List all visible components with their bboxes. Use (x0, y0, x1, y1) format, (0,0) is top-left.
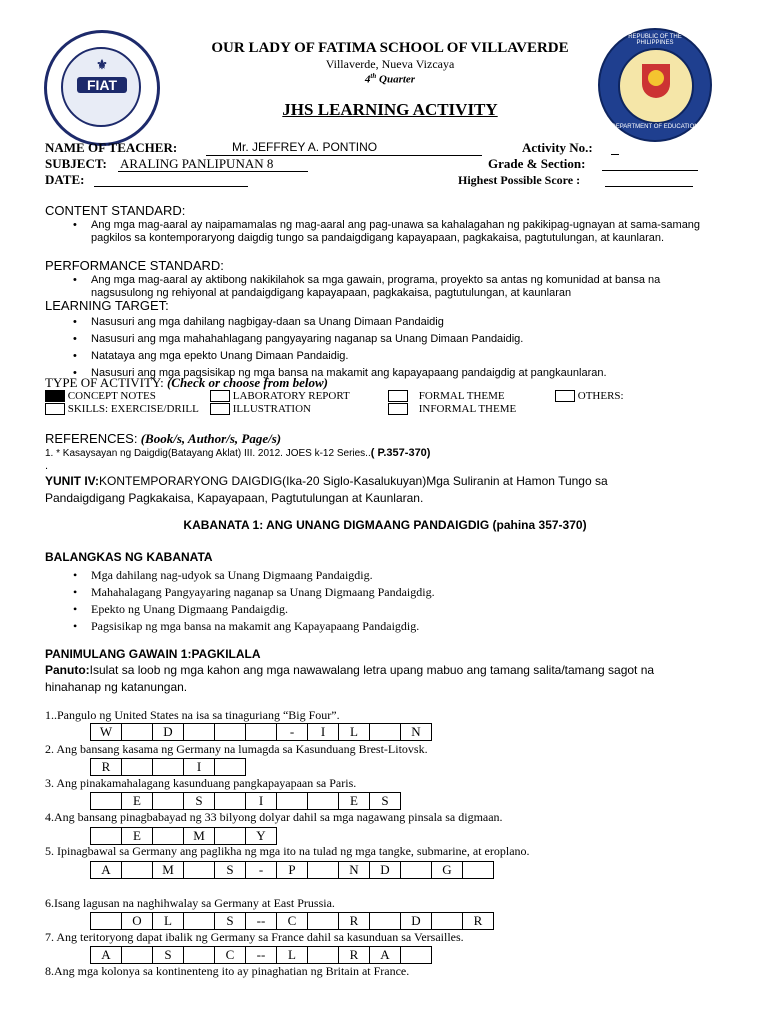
letter-box[interactable]: W (90, 723, 122, 741)
performance-standard-heading: PERFORMANCE STANDARD: (45, 258, 224, 273)
letter-box[interactable] (214, 758, 246, 776)
letter-box[interactable]: C (276, 912, 308, 930)
teacher-value: Mr. JEFFREY A. PONTINO (232, 140, 378, 154)
question-text: 2. Ang bansang kasama ng Germany na lumagda sa Kasunduang Brest-Litovsk. (45, 742, 428, 756)
letter-box[interactable]: I (183, 758, 215, 776)
letter-box[interactable]: R (338, 946, 370, 964)
subject-label: SUBJECT: (45, 156, 107, 171)
letter-box[interactable] (400, 946, 432, 964)
letter-box[interactable]: E (121, 827, 153, 845)
letter-box[interactable] (431, 912, 463, 930)
letter-box[interactable]: D (369, 861, 401, 879)
outline-item: • Mahahalagang Pangyayaring naganap sa Unang Digmaang Pandaigdig. (63, 584, 723, 601)
activity-no-field[interactable] (611, 140, 619, 155)
question-text: 8.Ang mga kolonya sa kontinenteng ito ay pinaghatian ng Britain at France. (45, 964, 410, 978)
content-standard-heading: CONTENT STANDARD: (45, 203, 186, 218)
letter-box[interactable] (307, 792, 339, 810)
letter-box[interactable] (121, 861, 153, 879)
letter-box[interactable] (214, 723, 246, 741)
logo-fiat-text: FIAT (77, 77, 127, 93)
letter-box[interactable]: R (90, 758, 122, 776)
outline-item: • Mga dahilang nag-udyok sa Unang Digmaang Pandaigdig. (63, 567, 723, 584)
option-skills-drill[interactable]: SKILLS: EXERCISE/DRILL (45, 403, 199, 415)
content-standard-list (63, 219, 723, 245)
date-field[interactable] (94, 172, 248, 187)
deped-logo-text-bottom: DEPARTMENT OF EDUCATION (611, 124, 699, 130)
letter-box[interactable]: E (338, 792, 370, 810)
letter-box[interactable]: - (245, 861, 277, 879)
answer-grid[interactable] (91, 723, 432, 741)
date-label: DATE: (45, 172, 85, 187)
question-text: 5. Ipinagbawal sa Germany ang paglikha ng mga ito na tulad ng mga tangke, submarine, at eroplano. (45, 844, 530, 858)
letter-box[interactable] (152, 827, 184, 845)
letter-box[interactable] (307, 912, 339, 930)
answer-grid[interactable] (91, 912, 494, 930)
letter-box[interactable]: - (276, 723, 308, 741)
learning-target-list (63, 314, 723, 382)
letter-box[interactable]: O (121, 912, 153, 930)
learning-target-item: • Natataya ang mga epekto Unang Dimaan Pandaidig. (63, 348, 723, 365)
option-laboratory-report[interactable]: LABORATORY REPORT (210, 390, 350, 402)
letter-box[interactable] (90, 827, 122, 845)
letter-box[interactable] (307, 946, 339, 964)
reference-item: 1. * Kasaysayan ng Daigdig(Batayang Aklat) III. 2012. JOES k-12 Series..( P.357-370) (45, 447, 431, 459)
letter-box[interactable] (121, 723, 153, 741)
letter-box[interactable]: -- (245, 912, 277, 930)
letter-box[interactable]: -- (245, 946, 277, 964)
score-field[interactable] (605, 172, 693, 187)
letter-box[interactable]: S (214, 912, 246, 930)
question-text: 4.Ang bansang pinagbabayad ng 33 bilyong dolyar dahil sa mga nagawang pinsala sa digmaan. (45, 810, 503, 824)
answer-grid[interactable] (91, 827, 277, 845)
references-heading: REFERENCES: (Book/s, Author/s, Page/s) (45, 431, 282, 446)
letter-box[interactable]: A (369, 946, 401, 964)
activity-type-heading: TYPE OF ACTIVITY: (Check or choose from below) (45, 375, 328, 390)
letter-box[interactable]: S (369, 792, 401, 810)
option-formal-theme[interactable]: FORMAL THEME (388, 390, 505, 402)
letter-box[interactable] (400, 861, 432, 879)
letter-box[interactable]: D (152, 723, 184, 741)
letter-box[interactable]: S (214, 861, 246, 879)
letter-box[interactable]: M (152, 861, 184, 879)
letter-box[interactable]: D (400, 912, 432, 930)
unit-text: YUNIT IV:KONTEMPORARYONG DAIGDIG(Ika-20 Siglo-Kasalukuyan)Mga Suliranin at Hamon Tungo sa Pandaigdigang Pagkakaisa, Kapayapaan, Pagtutulungan at Kaunlaran. (45, 474, 608, 505)
letter-box[interactable]: S (152, 946, 184, 964)
grade-section-field[interactable] (602, 156, 698, 171)
letter-box[interactable] (307, 861, 339, 879)
logo-monogram: ⚜ (96, 57, 108, 72)
answer-grid[interactable] (91, 946, 432, 964)
learning-target-item: • Nasusuri ang mga mahahahlagang pangyayaring naganap sa Unang Dimaan Pandaidig. (63, 331, 723, 348)
content-standard-text: • Ang mga mag-aaral ay naipamamalas ng mag-aaral ang pag-unawa sa kahalagahan ng pakikipag-ugnayan at sama-samang pagkilos sa kontemporaryong daigdig tungo sa pandaigdigang kapayapaan, pagkakaisa, pagtutulungan, at kaunlaran. (63, 219, 723, 245)
checkbox[interactable] (210, 390, 230, 402)
letter-box[interactable]: E (121, 792, 153, 810)
letter-box[interactable]: R (462, 912, 494, 930)
letter-box[interactable]: G (431, 861, 463, 879)
answer-grid[interactable] (91, 861, 494, 879)
option-illustration[interactable]: ILLUSTRATION (210, 403, 311, 415)
option-informal-theme[interactable]: INFORMAL THEME (388, 403, 516, 415)
letter-box[interactable] (462, 861, 494, 879)
outline-list (63, 567, 723, 635)
letter-box[interactable] (276, 792, 308, 810)
checkbox[interactable] (555, 390, 575, 402)
letter-box[interactable] (183, 861, 215, 879)
question-text: 7. Ang teritoryong dapat ibalik ng Germany sa France dahil sa kasunduan sa Versailles. (45, 930, 464, 944)
question-text: 6.Isang lagusan na naghihwalay sa Germany at East Prussia. (45, 896, 335, 910)
letter-box[interactable]: R (338, 912, 370, 930)
outline-heading: BALANGKAS NG KABANATA (45, 550, 213, 564)
letter-box[interactable]: C (214, 946, 246, 964)
letter-box[interactable] (152, 758, 184, 776)
performance-standard-text: • Ang mga mag-aaral ay aktibong nakikilahok sa mga gawain, programa, proyekto sa antas ng komunidad at bansa na nagsusulong ng rehiyonal at pandaigdigang kapayapaan, pagkakaisa, pagtutulungan, at kaunlaran (63, 274, 723, 300)
score-label: Highest Possible Score : (458, 173, 581, 187)
option-others[interactable]: OTHERS: (555, 390, 624, 402)
letter-box[interactable]: L (338, 723, 370, 741)
answer-grid[interactable] (91, 758, 246, 776)
checkbox[interactable] (388, 403, 408, 415)
performance-standard-list (63, 274, 723, 300)
letter-box[interactable] (183, 946, 215, 964)
letter-box[interactable]: S (183, 792, 215, 810)
letter-box[interactable]: N (338, 861, 370, 879)
letter-box[interactable]: P (276, 861, 308, 879)
letter-box[interactable]: A (90, 946, 122, 964)
chapter-title: KABANATA 1: ANG UNANG DIGMAANG PANDAIGDIG (pahina 357-370) (183, 518, 587, 532)
outline-item: • Epekto ng Unang Digmaang Pandaigdig. (63, 601, 723, 618)
letter-box[interactable] (214, 792, 246, 810)
reference-dot: . (45, 460, 49, 472)
question-text: 3. Ang pinakamahalagang kasunduang pangkapayapaan sa Paris. (45, 776, 357, 790)
deped-logo-text-top: REPUBLIC OF THE PHILIPPINES (628, 34, 682, 46)
instructions: Panuto:Isulat sa loob ng mga kahon ang mga nawawalang letra upang mabuo ang tamang salita/tamang sagot na hinahanap ng katanungan. (45, 663, 655, 694)
learning-target-heading: LEARNING TARGET: (45, 298, 169, 313)
letter-box[interactable] (90, 912, 122, 930)
activity-heading: PANIMULANG GAWAIN 1:PAGKILALA (45, 647, 261, 661)
option-concept-notes[interactable]: CONCEPT NOTES (45, 390, 156, 402)
letter-box[interactable]: L (152, 912, 184, 930)
quarter-label: 4th Quarter (364, 72, 416, 86)
letter-box[interactable] (369, 912, 401, 930)
letter-box[interactable] (214, 827, 246, 845)
letter-box[interactable] (245, 723, 277, 741)
letter-box[interactable] (152, 792, 184, 810)
school-address: Villaverde, Nueva Vizcaya (325, 57, 455, 71)
question-text: 1..Pangulo ng United States na isa sa tinaguriang “Big Four”. (45, 708, 340, 722)
checkbox[interactable] (210, 403, 230, 415)
letter-box[interactable] (369, 723, 401, 741)
letter-box[interactable]: Y (245, 827, 277, 845)
letter-box[interactable]: I (245, 792, 277, 810)
activity-no-label: Activity No.: (522, 140, 593, 155)
letter-box[interactable] (121, 758, 153, 776)
subject-value: ARALING PANLIPUNAN 8 (120, 156, 274, 171)
letter-box[interactable] (121, 946, 153, 964)
outline-item: • Pagsisikap ng mga bansa na makamit ang Kapayapaang Pandaigdig. (63, 618, 723, 635)
letter-box[interactable]: M (183, 827, 215, 845)
deped-logo (598, 28, 712, 142)
school-name: OUR LADY OF FATIMA SCHOOL OF VILLAVERDE (211, 40, 569, 56)
letter-box[interactable]: A (90, 861, 122, 879)
answer-grid[interactable] (91, 792, 401, 810)
learning-target-item: • Nasusuri ang mga dahilang nagbigay-daan sa Unang Dimaan Pandaidig (63, 314, 723, 331)
letter-box[interactable] (183, 723, 215, 741)
page-title: JHS LEARNING ACTIVITY (282, 100, 498, 119)
letter-box[interactable]: I (307, 723, 339, 741)
learning-target-item: • Nasusuri ang mga pagsisikap ng mga bansa na makamit ang kapayapaang pandaigdig at pangkaunlaran. (63, 365, 723, 382)
grade-section-label: Grade & Section: (488, 156, 586, 171)
letter-box[interactable] (183, 912, 215, 930)
letter-box[interactable]: L (276, 946, 308, 964)
checkbox-checked[interactable] (45, 390, 65, 402)
teacher-label: NAME OF TEACHER: (45, 140, 178, 155)
checkbox[interactable] (45, 403, 65, 415)
checkbox[interactable] (388, 390, 408, 402)
letter-box[interactable] (90, 792, 122, 810)
letter-box[interactable]: N (400, 723, 432, 741)
school-logo (44, 30, 160, 146)
